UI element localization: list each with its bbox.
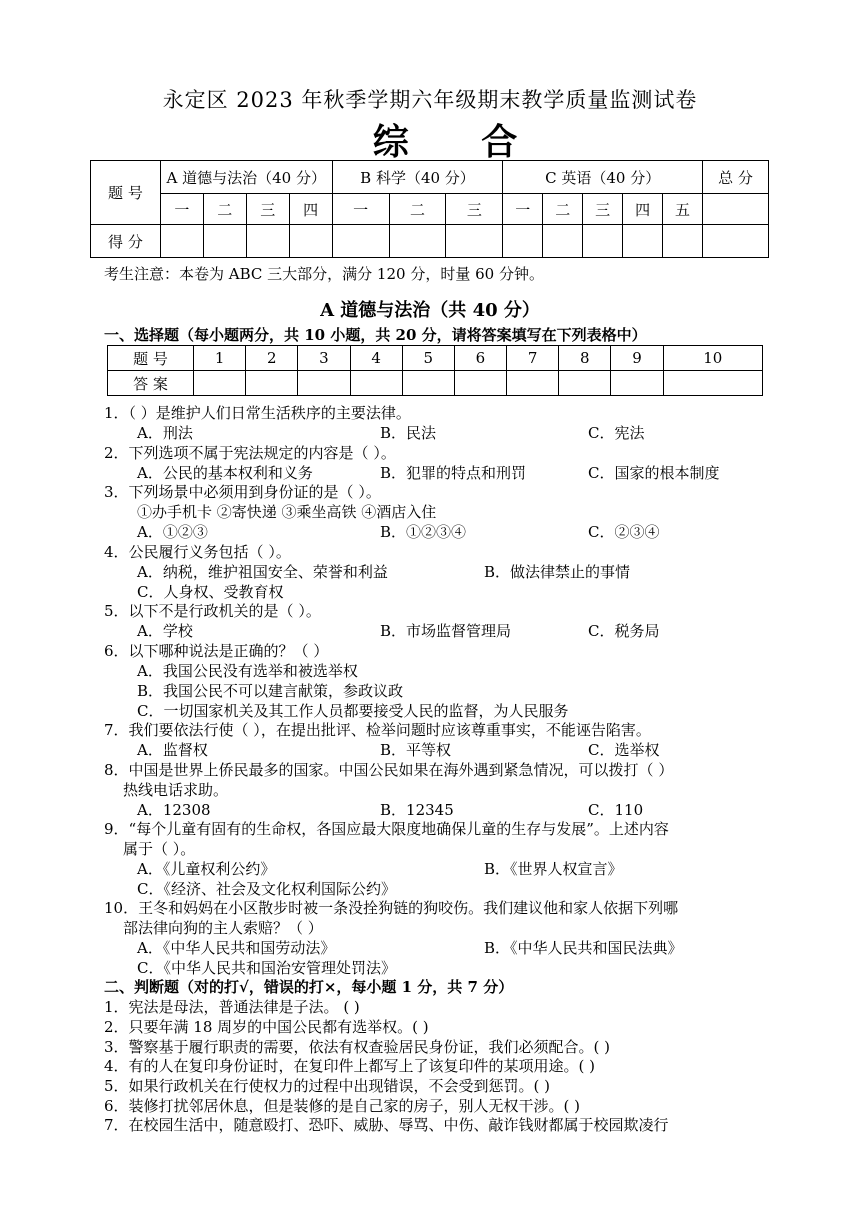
- score-cell[interactable]: [332, 225, 389, 258]
- question-text: 7．我们要依法行使（ ），在提出批评、检举问题时应该尊重事实，不能诬告陷害。: [104, 721, 651, 739]
- judgment-item: 3．警察基于履行职责的需要，依法有权查验居民身份证，我们必须配合。( ): [104, 1038, 611, 1056]
- question-text: 3．下列场景中必须用到身份证的是（ ）。: [104, 483, 381, 501]
- answer-number: 7: [507, 346, 559, 371]
- answer-cell[interactable]: [454, 371, 506, 396]
- section-a-heading: A 道德与法治（共 40 分）: [320, 300, 540, 321]
- part2-heading: 二、判断题（对的打√，错误的打×，每小题 1 分，共 7 分）: [104, 978, 514, 996]
- score-c-col: 三: [583, 194, 623, 225]
- subject-title: 综 合: [372, 121, 548, 163]
- score-c-col: 四: [623, 194, 663, 225]
- score-c-col: 五: [663, 194, 703, 225]
- score-part-c: C 英语（40 分）: [503, 161, 703, 194]
- score-cell[interactable]: [446, 225, 503, 258]
- option: A．《中华人民共和国劳动法》: [137, 939, 336, 957]
- answer-number: 3: [298, 346, 350, 371]
- option: A．①②③: [137, 523, 208, 541]
- score-total-label: 总 分: [703, 161, 769, 194]
- exam-title: 永定区 2023 年秋季学期六年级期末教学质量监测试卷: [162, 88, 698, 112]
- answer-number: 4: [350, 346, 402, 371]
- answer-cell[interactable]: [559, 371, 611, 396]
- option: A．刑法: [137, 424, 193, 442]
- answer-cell[interactable]: [350, 371, 402, 396]
- answer-cell[interactable]: [663, 371, 762, 396]
- option: C．人身权、受教育权: [137, 583, 284, 601]
- answer-cell[interactable]: [507, 371, 559, 396]
- answer-cell[interactable]: [246, 371, 298, 396]
- option: C．《经济、社会及文化权利国际公约》: [137, 880, 396, 898]
- option: C．宪法: [588, 424, 645, 442]
- score-cell[interactable]: [703, 225, 769, 258]
- judgment-item: 1．宪法是母法，普通法律是子法。 ( ): [104, 998, 360, 1016]
- answer-number: 6: [454, 346, 506, 371]
- score-row-label-question: 题 号: [91, 161, 161, 225]
- score-a-col: 一: [160, 194, 203, 225]
- score-row-label-score: 得 分: [91, 225, 161, 258]
- answer-number: 10: [663, 346, 762, 371]
- option: A．12308: [137, 801, 211, 819]
- option: A．监督权: [137, 741, 208, 759]
- score-b-col: 二: [389, 194, 446, 225]
- judgment-item: 5．如果行政机关在行使权力的过程中出现错误，不会受到惩罚。( ): [104, 1077, 551, 1095]
- score-table: [90, 160, 769, 258]
- option: B．《中华人民共和国民法典》: [484, 939, 683, 957]
- judgment-item: 6．装修打扰邻居休息，但是装修的是自己家的房子，别人无权干涉。( ): [104, 1097, 581, 1115]
- score-a-col: 三: [246, 194, 289, 225]
- score-cell[interactable]: [503, 225, 543, 258]
- option: C．选举权: [588, 741, 660, 759]
- score-cell[interactable]: [289, 225, 332, 258]
- answer-cell[interactable]: [402, 371, 454, 396]
- option: B．我国公民不可以建言献策，参政议政: [137, 682, 404, 700]
- answer-number: 8: [559, 346, 611, 371]
- answer-number: 9: [611, 346, 663, 371]
- score-b-col: 一: [332, 194, 389, 225]
- score-cell[interactable]: [203, 225, 246, 258]
- question-text-cont: 热线电话求助。: [123, 781, 229, 799]
- option: C．一切国家机关及其工作人员都要接受人民的监督，为人民服务: [137, 702, 569, 720]
- option: B．①②③④: [380, 523, 467, 541]
- answer-number: 1: [194, 346, 246, 371]
- option: B．12345: [380, 801, 454, 819]
- option: C．税务局: [588, 622, 660, 640]
- option: B．市场监督管理局: [380, 622, 512, 640]
- option: C．《中华人民共和国治安管理处罚法》: [137, 959, 396, 977]
- option: C．国家的根本制度: [588, 464, 720, 482]
- question-text: 9．“每个儿童有固有的生命权，各国应最大限度地确保儿童的生存与发展”。上述内容: [104, 820, 669, 838]
- answer-number: 5: [402, 346, 454, 371]
- score-part-b: B 科学（40 分）: [332, 161, 503, 194]
- judgment-item: 7．在校园生活中，随意殴打、恐吓、威胁、辱骂、中伤、敲诈钱财都属于校园欺凌行: [104, 1116, 669, 1134]
- option: A．我国公民没有选举和被选举权: [137, 662, 358, 680]
- question-text: 6．以下哪种说法是正确的？（ ）: [104, 642, 329, 660]
- score-cell[interactable]: [246, 225, 289, 258]
- score-cell[interactable]: [389, 225, 446, 258]
- option: B．做法律禁止的事情: [484, 563, 631, 581]
- score-cell[interactable]: [663, 225, 703, 258]
- score-a-col: 四: [289, 194, 332, 225]
- answer-cell[interactable]: [611, 371, 663, 396]
- answer-table-q-label: 题 号: [108, 346, 194, 371]
- score-c-col: 二: [543, 194, 583, 225]
- answer-table-a-label: 答 案: [108, 371, 194, 396]
- option: C．②③④: [588, 523, 660, 541]
- question-text-cont: 部法律向狗的主人索赔？（ ）: [123, 919, 323, 937]
- score-cell[interactable]: [623, 225, 663, 258]
- answer-number: 2: [246, 346, 298, 371]
- question-text: 2．下列选项不属于宪法规定的内容是（ ）。: [104, 444, 396, 462]
- option: A．公民的基本权利和义务: [137, 464, 313, 482]
- question-text: 8．中国是世界上侨民最多的国家。中国公民如果在海外遇到紧急情况，可以拨打（ ）: [104, 761, 674, 779]
- exam-notice: 考生注意：本卷为 ABC 三大部分，满分 120 分，时量 60 分钟。: [104, 265, 544, 283]
- question-text: 10．王冬和妈妈在小区散步时被一条没拴狗链的狗咬伤。我们建议他和家人依据下列哪: [104, 899, 679, 917]
- judgment-item: 2．只要年满 18 周岁的中国公民都有选举权。( ): [104, 1018, 429, 1036]
- judgment-item: 4．有的人在复印身份证时，在复印件上都写上了该复印件的某项用途。( ): [104, 1057, 596, 1075]
- score-part-a: A 道德与法治（40 分）: [160, 161, 332, 194]
- answer-cell[interactable]: [298, 371, 350, 396]
- score-a-col: 二: [203, 194, 246, 225]
- option: B．平等权: [380, 741, 452, 759]
- question-text-cont: 属于（ ）。: [123, 840, 196, 858]
- option: C．110: [588, 801, 644, 819]
- question-text: 1．（ ）是维护人们日常生活秩序的主要法律。: [104, 404, 411, 422]
- question-text: 5．以下不是行政机关的是（ ）。: [104, 602, 321, 620]
- part1-heading: 一、选择题（每小题两分，共 10 小题，共 20 分，请将答案填写在下列表格中）: [104, 326, 647, 344]
- answer-cell[interactable]: [194, 371, 246, 396]
- score-total-cell: [703, 194, 769, 225]
- option: A．学校: [137, 622, 193, 640]
- score-b-col: 三: [446, 194, 503, 225]
- score-c-col: 一: [503, 194, 543, 225]
- score-cell[interactable]: [543, 225, 583, 258]
- option: B．《世界人权宣言》: [484, 860, 623, 878]
- answer-table: [107, 345, 763, 396]
- option: B．犯罪的特点和刑罚: [380, 464, 527, 482]
- option: A．《儿童权利公约》: [137, 860, 276, 878]
- score-cell[interactable]: [160, 225, 203, 258]
- question-subtext: ①办手机卡 ②寄快递 ③乘坐高铁 ④酒店入住: [137, 503, 437, 521]
- option: A．纳税，维护祖国安全、荣誉和利益: [137, 563, 388, 581]
- question-text: 4．公民履行义务包括（ ）。: [104, 543, 291, 561]
- option: B．民法: [380, 424, 437, 442]
- score-cell[interactable]: [583, 225, 623, 258]
